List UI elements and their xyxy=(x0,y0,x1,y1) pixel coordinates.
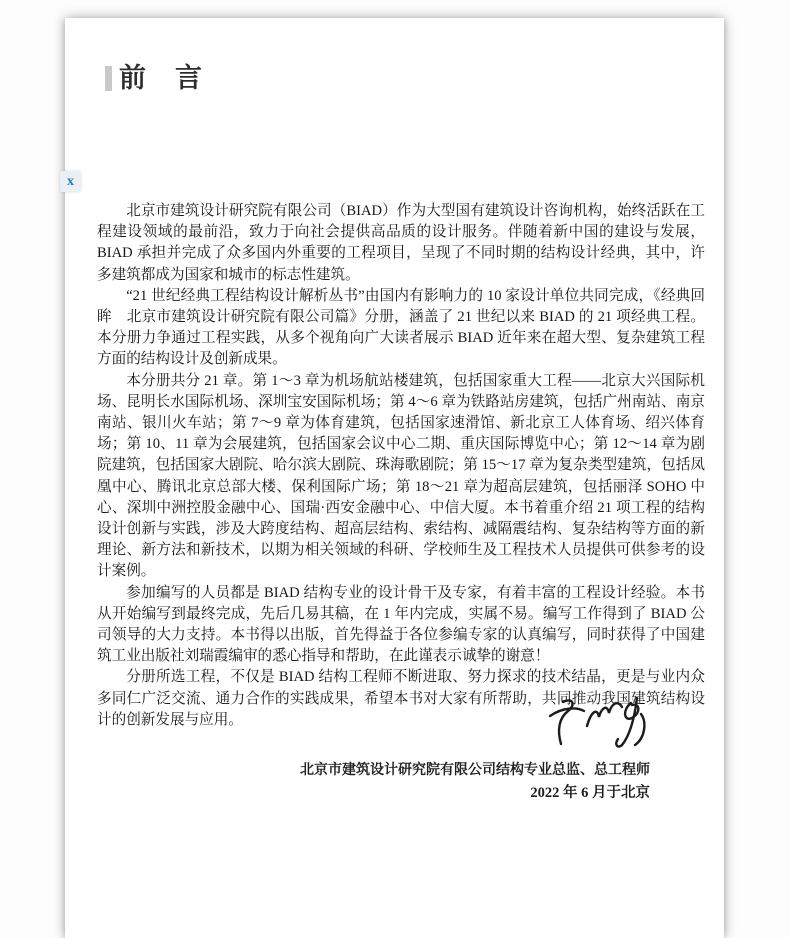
title-accent-bar xyxy=(105,66,112,91)
signoff-title: 北京市建筑设计研究院有限公司结构专业总监、总工程师 xyxy=(300,761,650,777)
dateline: 2022 年 6 月于北京 xyxy=(530,785,650,801)
preface-paragraph: 本分册共分 21 章。第 1～3 章为机场航站楼建筑，包括国家重大工程——北京大兴国际机场、昆明长水国际机场、深圳宝安国际机场；第 4～6 章为铁路站房建筑，包括广州南站、南京南站、银川火车站；第 7～9 章为体育建筑，包括国家速滑馆、新北京工人体育场、绍兴体育场；第 10、11 章为会展建筑，包括国家会议中心二期、重庆国际博览中心；第 12～14 章为剧院建筑，包括国家大剧院、哈尔滨大剧院、珠海歌剧院；第 15～17 章为复杂类型建筑，包括凤凰中心、腾讯北京总部大楼、保利国际广场；第 18～21 章为超高层建筑，包括丽泽 SOHO 中心、深圳中洲控股金融中心、国瑞·西安金融中心、中信大厦。本书着重介绍 21 项工程的结构设计创新与实践，涉及大跨度结构、超高层结构、索结构、减隔震结构、复杂结构等方面的新理论、新方法和新技术，以期为相关领域的科研、学校师生及工程技术人员提供可供参考的设计案例。 xyxy=(97,372,705,580)
preface-paragraph: 参加编写的人员都是 BIAD 结构专业的设计骨干及专家，有着丰富的工程设计经验。本书从开始编写到最终完成，先后几易其稿，在 1 年内完成，实属不易。编写工作得到了 BIAD 公司领导的大力支持。本书得以出版，首先得益于各位参编专家的认真编写，同时获得了中国建筑工业出版社刘瑞霞编审的悉心指导和帮助，在此谨表示诚挚的谢意！ xyxy=(97,584,705,665)
page-title: 前 言 xyxy=(119,63,203,93)
preface-body xyxy=(97,201,705,731)
preface-paragraph: “21 世纪经典工程结构设计解析丛书”由国内有影响力的 10 家设计单位共同完成，《经典回眸 北京市建筑设计研究院有限公司篇》分册，涵盖了 21 世纪以来 BIAD 的 21 项经典工程。本分册力争通过工程实践，从多个视角向广大读者展示 BIAD 近年来在超大型、复杂建筑工程方面的结构设计及创新成果。 xyxy=(97,287,705,368)
document-page xyxy=(65,18,724,938)
preface-title-row xyxy=(105,62,203,94)
close-button[interactable]: x xyxy=(60,171,81,192)
preface-paragraph: 北京市建筑设计研究院有限公司（BIAD）作为大型国有建筑设计咨询机构，始终活跃在工程建设领域的最前沿，致力于向社会提供高品质的设计服务。伴随着新中国的建设与发展，BIAD 承担并完成了众多国内外重要的工程项目，呈现了不同时期的结构设计经典，其中，许多建筑都成为国家和城市的标志性建筑。 xyxy=(97,203,705,283)
preface-paragraph: 分册所选工程，不仅是 BIAD 结构工程师不断进取、努力探求的技术结晶，更是与业内众多同仁广泛交流、通力合作的实践成果，希望本书对大家有所帮助，共同推动我国建筑结构设计的创新发展与应用。 xyxy=(97,669,705,728)
signature-scribble xyxy=(547,694,657,752)
